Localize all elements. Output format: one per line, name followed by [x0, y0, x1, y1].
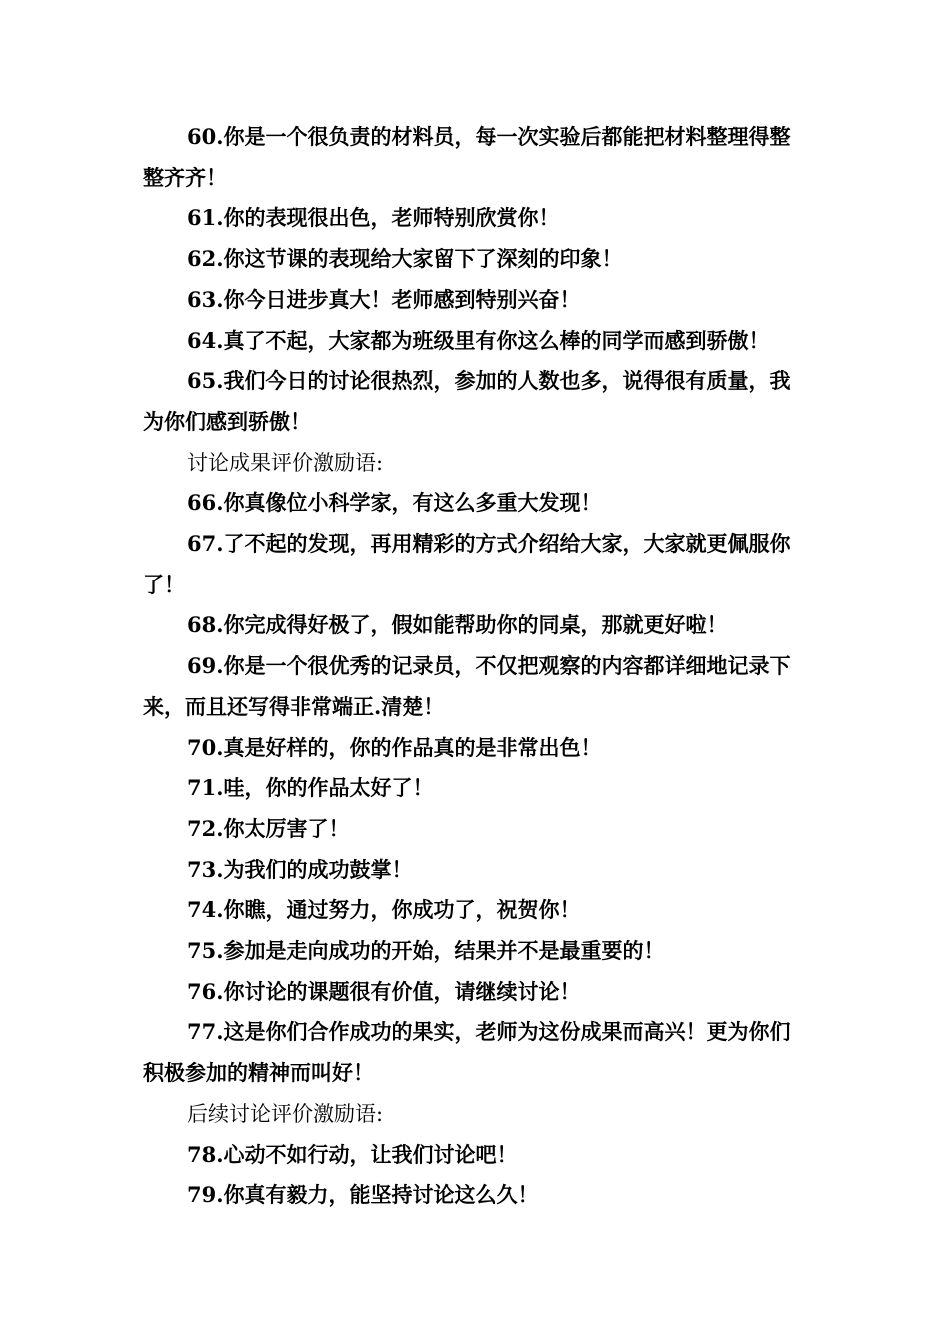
- item-69: 69.你是一个很优秀的记录员，不仅把观察的内容都详细地记录下来，而且还写得非常端正.清楚！: [143, 653, 791, 719]
- document-body: [143, 117, 803, 1216]
- section-heading-discussion-results: 讨论成果评价激励语:: [187, 450, 384, 475]
- item-75: 75.参加是走向成功的开始，结果并不是最重要的！: [187, 938, 665, 964]
- item-78: 78.心动不如行动，让我们讨论吧！: [187, 1141, 518, 1167]
- item-65: 65.我们今日的讨论很热烈，参加的人数也多，说得很有质量，我为你们感到骄傲！: [143, 368, 791, 434]
- item-60: 60.你是一个很负责的材料员，每一次实验后都能把材料整理得整整齐齐！: [143, 124, 791, 190]
- item-62: 62.你这节课的表现给大家留下了深刻的印象！: [187, 246, 623, 272]
- item-74: 74.你瞧，通过努力，你成功了，祝贺你！: [187, 897, 581, 923]
- item-70: 70.真是好样的，你的作品真的是非常出色！: [187, 734, 602, 760]
- item-63: 63.你今日进步真大！老师感到特别兴奋！: [187, 286, 581, 312]
- section-heading-follow-up: 后续讨论评价激励语:: [187, 1101, 384, 1126]
- item-76: 76.你讨论的课题很有价值，请继续讨论！: [187, 978, 581, 1004]
- item-67: 67.了不起的发现，再用精彩的方式介绍给大家，大家就更佩服你了！: [143, 531, 791, 597]
- item-77: 77.这是你们合作成功的果实，老师为这份成果而高兴！更为你们积极参加的精神而叫好！: [143, 1019, 791, 1086]
- item-64: 64.真了不起，大家都为班级里有你这么棒的同学而感到骄傲！: [187, 327, 770, 353]
- item-61: 61.你的表现很出色，老师特别欣赏你！: [187, 205, 560, 231]
- item-73: 73.为我们的成功鼓掌！: [187, 856, 413, 882]
- item-79: 79.你真有毅力，能坚持讨论这么久！: [187, 1182, 539, 1208]
- item-72: 72.你太厉害了！: [187, 815, 350, 841]
- item-71: 71.哇，你的作品太好了！: [187, 775, 434, 801]
- item-68: 68.你完成得好极了，假如能帮助你的同桌，那就更好啦！: [187, 612, 728, 638]
- item-66: 66.你真像位小科学家，有这么多重大发现！: [187, 490, 602, 516]
